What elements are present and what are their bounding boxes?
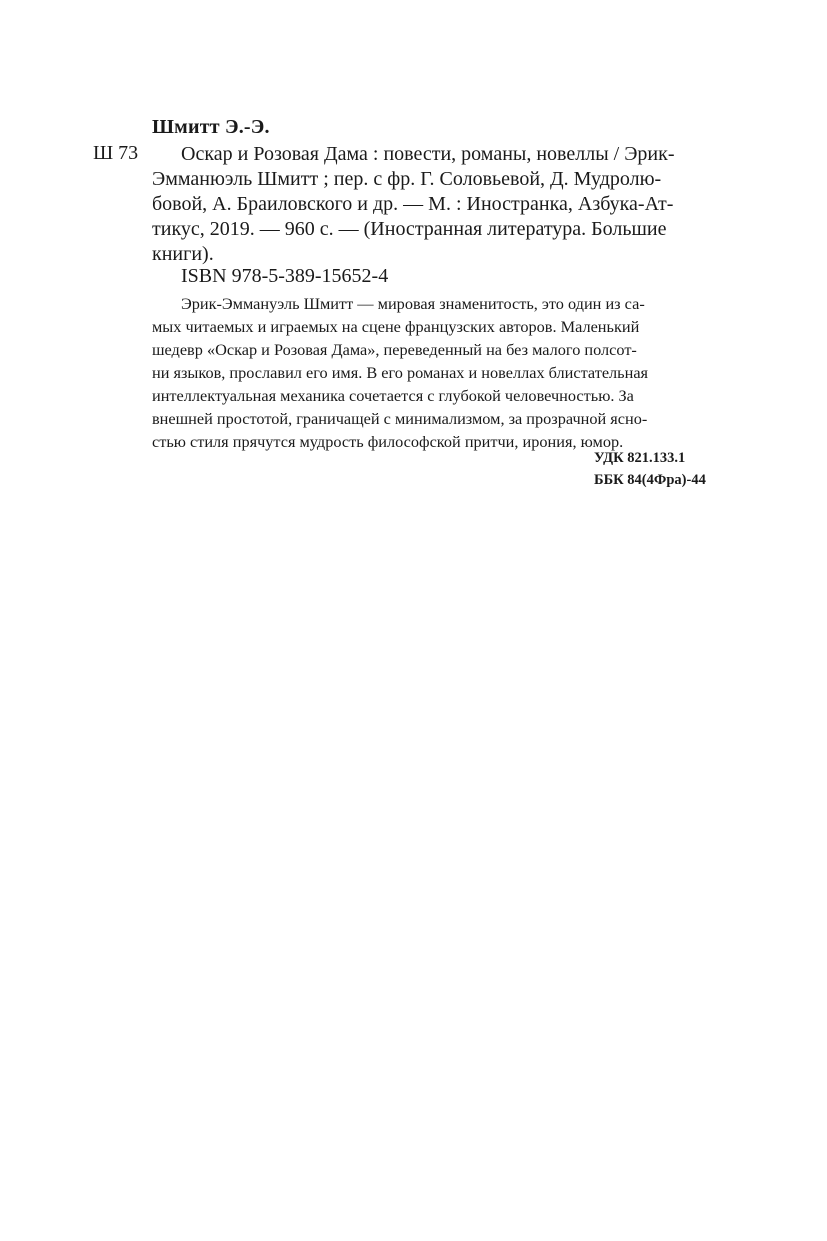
description-line: тикус, 2019. — 960 с. — (Иностранная литература. Большие [152,218,667,240]
annotation [152,292,648,453]
annotation-line: интеллектуальная механика сочетается с глубокой человечностью. За [152,386,634,405]
classification-codes [594,447,706,491]
annotation-line: внешней простотой, граничащей с минимализмом, за прозрачной ясно- [152,409,648,428]
description-line: книги). [152,243,214,265]
bibliographic-description [152,142,675,267]
author-code: Ш 73 [93,142,139,164]
description-line: Оскар и Розовая Дама : повести, романы, новеллы / Эрик- [181,143,675,165]
annotation-line: мых читаемых и играемых на сцене французских авторов. Маленький [152,317,640,336]
bbk-code: ББК 84(4Фра)-44 [594,472,706,488]
annotation-line: ни языков, прославил его имя. В его романах и новеллах блистательная [152,363,649,382]
author-heading: Шмитт Э.-Э. [152,116,270,138]
annotation-line: шедевр «Оскар и Розовая Дама», переведенный на без малого полсот- [152,340,637,359]
isbn: ISBN 978-5-389-15652-4 [181,265,389,287]
description-line: бовой, А. Браиловского и др. — М. : Иностранка, Азбука-Ат- [152,193,674,215]
annotation-line: Эрик-Эммануэль Шмитт — мировая знаменитость, это один из са- [181,294,645,313]
udk-code: УДК 821.133.1 [594,450,686,466]
annotation-line: стью стиля прячутся мудрость философской притчи, ирония, юмор. [152,432,624,451]
description-line: Эмманюэль Шмитт ; пер. с фр. Г. Соловьевой, Д. Мудролю- [152,168,662,190]
